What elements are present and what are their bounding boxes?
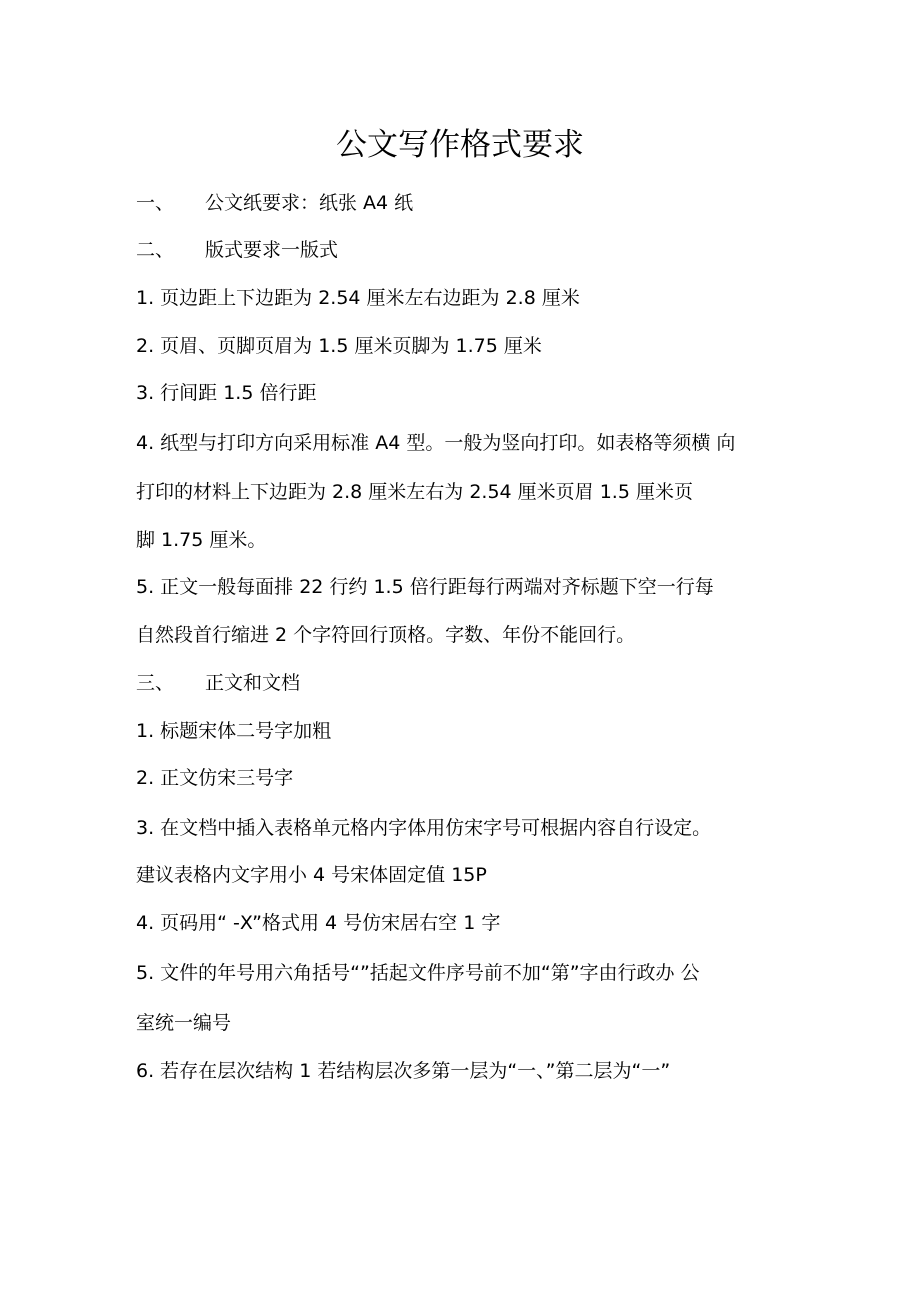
paragraph-line: 3. 在文档中插入表格单元格内字体用仿宋字号可根据内容自行设定。	[136, 817, 712, 839]
paragraph-line: 建议表格内文字用小 4 号宋体固定值 15P	[136, 864, 487, 886]
paragraph-line: 脚 1.75 厘米。	[136, 529, 267, 551]
paragraph-line: 1. 页边距上下边距为 2.54 厘米左右边距为 2.8 厘米	[136, 287, 580, 309]
paragraph-line: 6. 若存在层次结构 1 若结构层次多第一层为“一、”第二层为“一”	[136, 1060, 671, 1082]
paragraph-line: 1. 标题宋体二号字加粗	[136, 720, 332, 742]
paragraph-line: 3. 行间距 1.5 倍行距	[136, 382, 317, 404]
section-heading-1	[136, 190, 413, 216]
paragraph-line: 打印的材料上下边距为 2.8 厘米左右为 2.54 厘米页眉 1.5 厘米页	[136, 481, 693, 503]
paragraph-line: 5. 正文一般每面排 22 行约 1.5 倍行距每行两端对齐标题下空一行每	[136, 576, 714, 598]
section-heading-2	[136, 237, 338, 263]
paragraph-line: 室统一编号	[136, 1012, 232, 1034]
paragraph-line: 5. 文件的年号用六角括号“”括起文件序号前不加“第”字由行政办 公	[136, 962, 700, 984]
section-text: 正文和文档	[205, 672, 301, 694]
paragraph-line: 2. 页眉、页脚页眉为 1.5 厘米页脚为 1.75 厘米	[136, 335, 542, 357]
document-title: 公文写作格式要求	[336, 127, 584, 163]
section-number: 一、	[136, 192, 175, 214]
paragraph-line: 4. 页码用“ -X”格式用 4 号仿宋居右空 1 字	[136, 912, 501, 934]
section-number: 二、	[136, 239, 175, 261]
section-number: 三、	[136, 672, 175, 694]
section-text: 版式要求一版式	[205, 239, 339, 261]
paragraph-line: 自然段首行缩进 2 个字符回行顶格。字数、年份不能回行。	[136, 624, 636, 646]
paragraph-line: 2. 正文仿宋三号字	[136, 767, 294, 789]
paragraph-line: 4. 纸型与打印方向采用标准 A4 型。一般为竖向打印。如表格等须横 向	[136, 432, 736, 454]
section-heading-3	[136, 670, 300, 696]
section-text: 公文纸要求：纸张 A4 纸	[205, 192, 414, 214]
